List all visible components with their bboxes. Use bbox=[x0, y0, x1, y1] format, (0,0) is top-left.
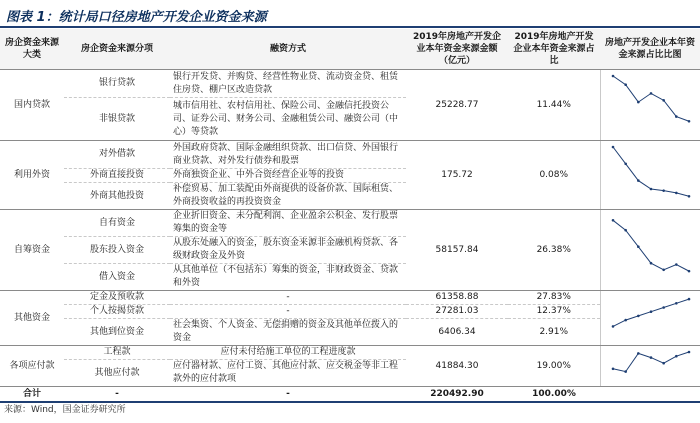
sparkline-point bbox=[611, 219, 614, 222]
total-subitem: - bbox=[64, 387, 170, 403]
sparkline bbox=[601, 70, 700, 140]
method-cell: 企业折旧资金、未分配利润、企业盈余公积金、发行股票筹集的资金等 bbox=[170, 210, 406, 237]
sparkline-point bbox=[624, 163, 627, 166]
sparkline-point bbox=[687, 120, 690, 123]
total-share: 100.00% bbox=[508, 387, 600, 403]
method-cell: 从其他单位（不包括东）筹集的资金，非财政资金、贷款和外资 bbox=[170, 264, 406, 291]
subitem-cell: 借入资金 bbox=[64, 264, 170, 291]
subitem-cell: 工程款 bbox=[64, 346, 170, 360]
method-cell: 银行开发贷、并购贷、经营性物业贷、流动资金贷、租赁住房贷、棚户区改造贷款 bbox=[170, 70, 406, 98]
sparkline-point bbox=[675, 115, 678, 118]
sparkline-point bbox=[662, 306, 665, 309]
amount-cell: 25228.77 bbox=[406, 70, 508, 141]
table-row bbox=[0, 305, 700, 319]
method-cell: - bbox=[170, 305, 406, 319]
sparkline-cell bbox=[600, 141, 700, 210]
table-row bbox=[0, 141, 700, 169]
subitem-cell: 银行贷款 bbox=[64, 70, 170, 98]
sparkline-point bbox=[611, 325, 614, 328]
sparkline-point bbox=[649, 310, 652, 313]
sparkline-point bbox=[637, 352, 640, 355]
sparkline-point bbox=[624, 319, 627, 322]
table-row bbox=[0, 210, 700, 237]
sparkline-point bbox=[637, 101, 640, 104]
method-cell: 从股东处融入的资金，股东资金来源非金融机构贷款、各级财政资金及外资 bbox=[170, 237, 406, 264]
total-chart-cell bbox=[600, 387, 700, 403]
method-cell: 外国政府贷款、国际金融组织贷款、出口信贷、外国银行商业贷款、对外发行债券和股票 bbox=[170, 141, 406, 169]
category-cell: 其他资金 bbox=[0, 291, 64, 346]
sparkline-point bbox=[611, 146, 614, 149]
subitem-cell: 外商直接投资 bbox=[64, 169, 170, 183]
share-cell: 27.83% bbox=[508, 291, 600, 305]
header-chart: 房地产开发企业本年资金来源占比比图 bbox=[600, 29, 700, 70]
sparkline-point bbox=[649, 356, 652, 359]
subitem-cell: 外商其他投资 bbox=[64, 183, 170, 210]
sparkline bbox=[601, 291, 700, 345]
header-method: 融资方式 bbox=[170, 29, 406, 70]
total-row bbox=[0, 387, 700, 403]
sparkline-point bbox=[662, 269, 665, 272]
sparkline-point bbox=[687, 351, 690, 354]
sparkline-point bbox=[662, 362, 665, 365]
subitem-cell: 个人按揭贷款 bbox=[64, 305, 170, 319]
header-share: 2019年房地产开发企业本年资金来源占比 bbox=[508, 29, 600, 70]
method-cell: 应付未付给施工单位的工程进度款 bbox=[170, 346, 406, 360]
sparkline bbox=[601, 141, 700, 209]
method-cell: 城市信用社、农村信用社、保险公司、金融信托投资公司、证券公司、财务公司、金融租赁公司、融资公司（中心）等贷款 bbox=[170, 98, 406, 141]
sparkline-point bbox=[662, 99, 665, 102]
subitem-cell: 其他应付款 bbox=[64, 360, 170, 387]
sparkline-point bbox=[611, 368, 614, 371]
sparkline-point bbox=[662, 189, 665, 192]
header-category: 房企资金来源大类 bbox=[0, 29, 64, 70]
sparkline-point bbox=[637, 315, 640, 318]
sparkline-point bbox=[675, 302, 678, 305]
sparkline-point bbox=[637, 179, 640, 182]
amount-cell: 61358.88 bbox=[406, 291, 508, 305]
category-cell: 利用外资 bbox=[0, 141, 64, 210]
funding-table bbox=[0, 29, 700, 403]
subitem-cell: 定金及预收款 bbox=[64, 291, 170, 305]
sparkline-cell bbox=[600, 210, 700, 291]
source-note: 来源：Wind，国金证券研究所 bbox=[4, 405, 126, 415]
share-cell: 11.44% bbox=[508, 70, 600, 141]
amount-cell: 41884.30 bbox=[406, 346, 508, 387]
share-cell: 26.38% bbox=[508, 210, 600, 291]
table-row bbox=[0, 70, 700, 98]
category-cell: 自筹资金 bbox=[0, 210, 64, 291]
share-cell: 19.00% bbox=[508, 346, 600, 387]
share-cell: 12.37% bbox=[508, 305, 600, 319]
method-cell: - bbox=[170, 291, 406, 305]
sparkline-point bbox=[687, 195, 690, 198]
category-cell: 各项应付款 bbox=[0, 346, 64, 387]
page-title: 图表 1：统计局口径房地产开发企业资金来源 bbox=[6, 10, 267, 25]
sparkline-point bbox=[649, 188, 652, 191]
sparkline-point bbox=[637, 245, 640, 248]
amount-cell: 27281.03 bbox=[406, 305, 508, 319]
sparkline-point bbox=[624, 229, 627, 232]
method-cell: 补偿贸易、加工装配由外商提供的设备价款、国际租赁、外商投资收益的再投资资金 bbox=[170, 183, 406, 210]
sparkline-point bbox=[649, 262, 652, 265]
subitem-cell: 其他到位资金 bbox=[64, 319, 170, 346]
method-cell: 应付器材款、应付工资、其他应付款、应交税金等非工程款外的应付款项 bbox=[170, 360, 406, 387]
sparkline-point bbox=[675, 355, 678, 358]
sparkline-point bbox=[649, 92, 652, 95]
amount-cell: 6406.34 bbox=[406, 319, 508, 346]
sparkline-point bbox=[675, 192, 678, 195]
subitem-cell: 自有资金 bbox=[64, 210, 170, 237]
sparkline-line bbox=[613, 352, 689, 372]
subitem-cell: 非银贷款 bbox=[64, 98, 170, 141]
sparkline-cell bbox=[600, 70, 700, 141]
header-row bbox=[0, 29, 700, 70]
sparkline-cell bbox=[600, 291, 700, 346]
subitem-cell: 股东投入资金 bbox=[64, 237, 170, 264]
table-row bbox=[0, 346, 700, 360]
sparkline-point bbox=[624, 370, 627, 373]
table-row bbox=[0, 291, 700, 305]
total-label: 合计 bbox=[0, 387, 64, 403]
title-rule bbox=[0, 26, 700, 28]
sparkline-point bbox=[687, 298, 690, 301]
amount-cell: 175.72 bbox=[406, 141, 508, 210]
category-cell: 国内贷款 bbox=[0, 70, 64, 141]
sparkline-point bbox=[624, 83, 627, 86]
sparkline-point bbox=[675, 263, 678, 266]
method-cell: 外商独资企业、中外合资经营企业等的投资 bbox=[170, 169, 406, 183]
sparkline-cell bbox=[600, 346, 700, 387]
share-cell: 0.08% bbox=[508, 141, 600, 210]
amount-cell: 58157.84 bbox=[406, 210, 508, 291]
sparkline-line bbox=[613, 76, 689, 121]
sparkline bbox=[601, 211, 700, 289]
header-subitem: 房企资金来源分项 bbox=[64, 29, 170, 70]
table-row bbox=[0, 319, 700, 346]
sparkline-point bbox=[611, 75, 614, 78]
header-amount: 2019年房地产开发企业本年资金来源金额（亿元） bbox=[406, 29, 508, 70]
method-cell: 社会集资、个人资金、无偿捐赠的资金及其他单位拨入的资金 bbox=[170, 319, 406, 346]
subitem-cell: 对外借款 bbox=[64, 141, 170, 169]
total-amount: 220492.90 bbox=[406, 387, 508, 403]
sparkline-point bbox=[687, 270, 690, 273]
sparkline bbox=[601, 346, 700, 386]
total-method: - bbox=[170, 387, 406, 403]
share-cell: 2.91% bbox=[508, 319, 600, 346]
